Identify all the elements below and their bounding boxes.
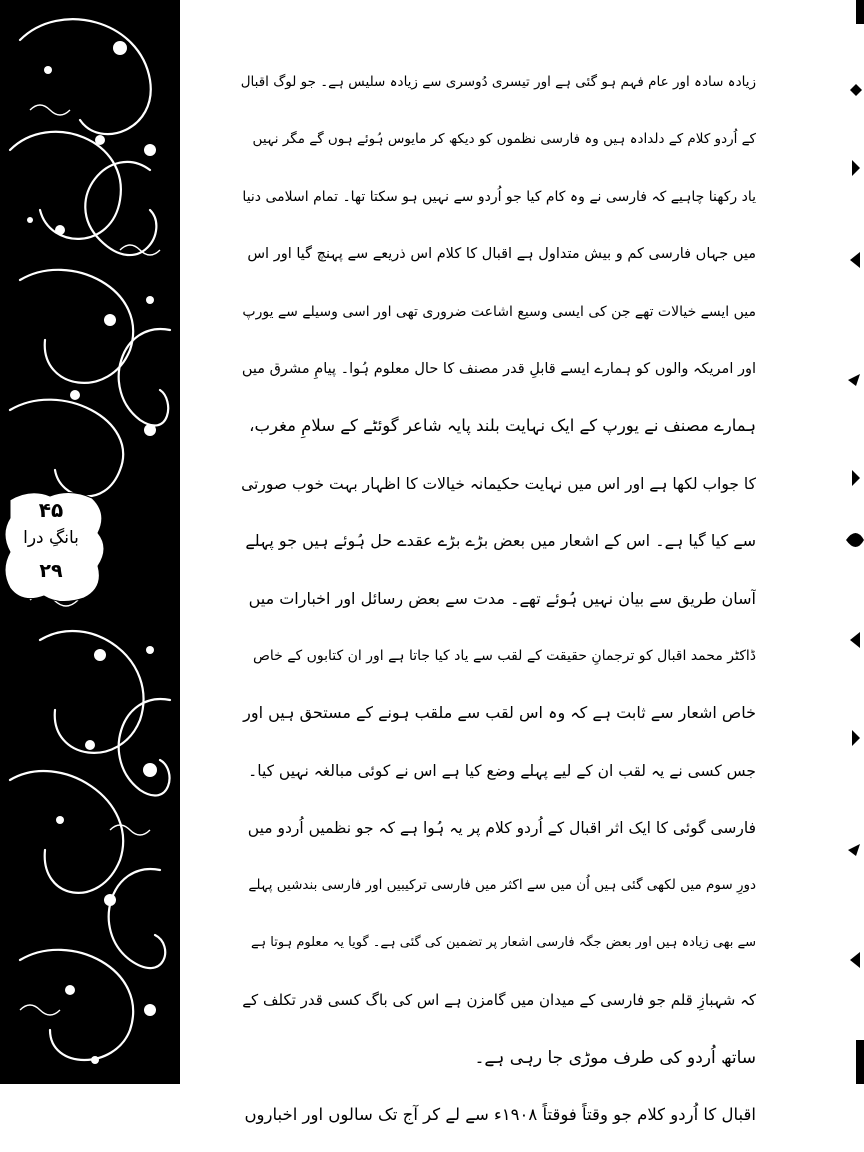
text-line: کا جواب لکھا ہے اور اس میں نہایت حکیمانہ خیالات کا اظہار بہت خوب صورتی: [241, 474, 756, 493]
text-line: ساتھ اُردو کی طرف موڑی جا رہی ہے۔: [474, 1047, 756, 1068]
edge-ornament-icon: [842, 0, 864, 1084]
text-line: کہ شہبازِ قلم جو فارسی کے میدان میں گامزن ہے اس کی باگ کسی قدر تکلف کے: [242, 991, 756, 1010]
text-line: زیادہ سادہ اور عام فہم ہو گئی ہے اور تیسری دُوسری سے زیادہ سلیس ہے۔ جو لوگ اقبال: [240, 74, 756, 90]
text-line: فارسی گوئی کا ایک اثر اقبال کے اُردو کلام پر یہ ہُوا ہے کہ جو نظمیں اُردو میں: [247, 819, 756, 838]
text-line: کے اُردو کلام کے دلدادہ ہیں وہ فارسی نظموں کو دیکھ کر مایوس ہُوئے ہوں گے مگر نہیں: [252, 131, 756, 148]
page-marker-badge: [0, 488, 110, 606]
text-line: آسان طریق سے بیان نہیں ہُوئے تھے۔ مدت سے بعض رسائل اور اخبارات میں: [248, 588, 756, 608]
page-number-top: ۴۵: [38, 498, 64, 522]
text-line: خاص اشعار سے ثابت ہے کہ وہ اس لقب سے ملقب ہونے کے مستحق ہیں اور: [243, 703, 756, 723]
text-line: ہمارے مصنف نے یورپ کے ایک نہایت بلند پایہ شاعر گوئٹے کے سلامِ مغرب،: [249, 416, 756, 436]
text-line: اقبال کا اُردو کلام جو وقتاً فوقتاً ۱۹۰۸ء سے لے کر آج تک سالوں اور اخباروں: [244, 1105, 756, 1125]
decorative-right-edge: [842, 0, 864, 1084]
text-line: اور امریکہ والوں کو ہمارے ایسے قابلِ قدر مصنف کا حال معلوم ہُوا۔ پیامِ مشرق میں: [241, 360, 756, 377]
text-line: دورِ سوم میں لکھی گئی ہیں اُن میں سے اکثر میں فارسی ترکیبیں اور فارسی بندشیں پہلے: [248, 877, 756, 894]
text-line: سے کیا گیا ہے۔ اس کے اشعار میں بعض بڑے بڑے عقدے حل ہُوئے ہیں جو پہلے: [245, 531, 756, 551]
text-line: جس کسی نے یہ لقب ان کے لیے پہلے وضع کیا ہے اس نے کوئی مبالغہ نہیں کیا۔: [248, 761, 756, 780]
book-title: بانگِ درا: [23, 528, 79, 548]
body-text: [238, 62, 756, 1152]
text-line: سے بھی زیادہ ہیں اور بعض جگہ فارسی اشعار پر تضمین کی گئی ہے۔ گویا یہ معلوم ہوتا ہے: [250, 934, 756, 950]
page-number-bottom: ۲۹: [39, 560, 63, 582]
text-line: میں جہاں فارسی کم و بیش متداول ہے اقبال کا کلام اس ذریعے سے پہنچ گیا اور اس: [247, 246, 756, 263]
text-line: میں ایسے خیالات تھے جن کی ایسی وسیع اشاعت ضروری تھی اور اسی وسیلے سے یورپ: [242, 303, 756, 320]
text-line: ڈاکٹر محمد اقبال کو ترجمانِ حقیقت کے لقب سے یاد کیا جاتا ہے اور ان کتابوں کے خاص: [252, 647, 756, 664]
text-line: یاد رکھنا چاہیے کہ فارسی نے وہ کام کیا جو اُردو سے نہیں ہو سکتا تھا۔ تمام اسلامی دنیا: [242, 188, 756, 205]
